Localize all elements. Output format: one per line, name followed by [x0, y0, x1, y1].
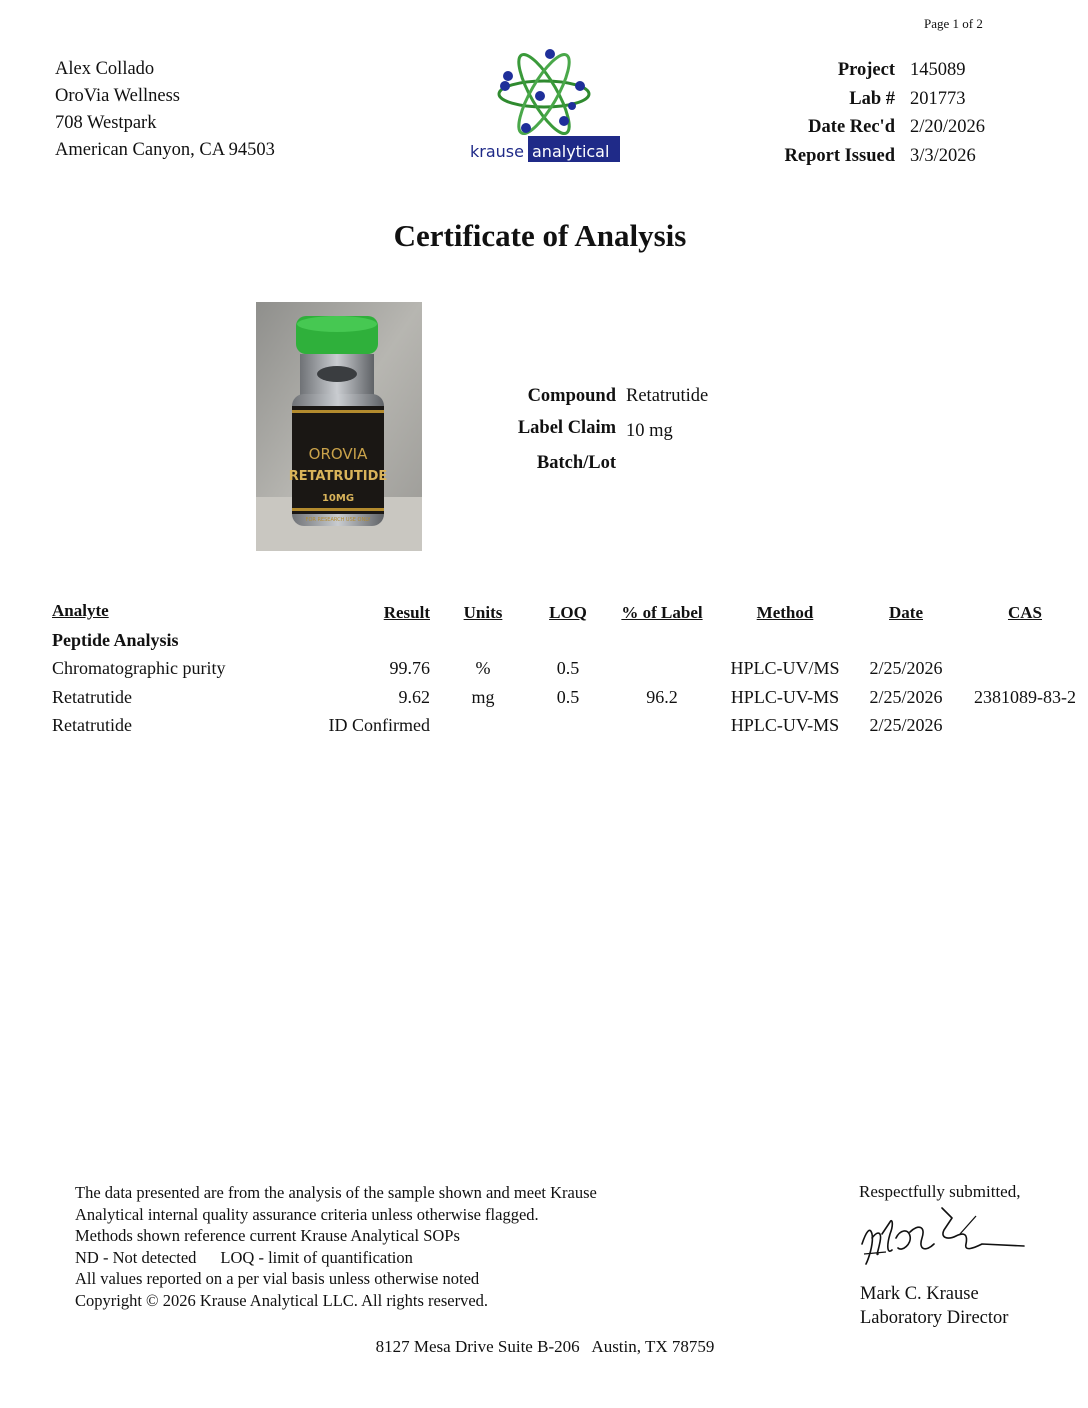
- cell-analyte: Chromatographic purity: [52, 658, 226, 679]
- cell-method: HPLC-UV-MS: [730, 686, 840, 707]
- nd-definition: ND - Not detected: [75, 1247, 197, 1267]
- footer-line: All values reported on a per vial basis unless otherwise noted: [75, 1269, 480, 1288]
- lab-address: 8127 Mesa Drive Suite B-206 Austin, TX 78759: [375, 1337, 715, 1356]
- handwritten-signature-icon: [856, 1204, 1036, 1270]
- sample-details: [470, 386, 708, 482]
- client-street: 708 Westpark: [55, 113, 157, 133]
- cell-analyte: Retatrutide: [52, 686, 132, 707]
- lab-value: 201773: [910, 88, 966, 109]
- atom-logo-icon: [468, 44, 620, 166]
- cell-pct-label: [604, 655, 720, 684]
- copyright: Copyright © 2026 Krause Analytical LLC. All rights reserved.: [75, 1290, 489, 1310]
- client-name: Alex Collado: [55, 59, 155, 79]
- footer-notes: [75, 1182, 597, 1311]
- label-claim-label: Label Claim: [517, 418, 616, 438]
- section-row: [48, 626, 1088, 655]
- table-row: [48, 683, 1088, 712]
- header-units: Units: [463, 603, 503, 622]
- header-loq: LOQ: [549, 603, 587, 622]
- results-table: [48, 598, 1088, 740]
- signature-image: [856, 1204, 1036, 1270]
- director-title: Laboratory Director: [860, 1308, 1009, 1328]
- cell-units: [434, 712, 532, 741]
- footer-line: Analytical internal quality assurance criteria unless otherwise flagged.: [75, 1204, 539, 1224]
- loq-definition: LOQ - limit of quantification: [220, 1247, 413, 1267]
- client-company: OroVia Wellness: [55, 86, 180, 106]
- header-result: Result: [383, 603, 430, 622]
- cell-method: HPLC-UV-MS: [730, 715, 840, 736]
- logo-text-analytical: analytical: [532, 142, 610, 161]
- lab-label: Lab #: [849, 88, 895, 109]
- cell-date: 2/25/2026: [869, 686, 943, 707]
- footer-line: Methods shown reference current Krause Analytical SOPs: [75, 1226, 460, 1245]
- cell-cas: [962, 712, 1088, 741]
- cell-loq: 0.5: [556, 686, 580, 707]
- cell-method: HPLC-UV/MS: [730, 658, 840, 679]
- client-city: American Canyon, CA 94503: [55, 140, 275, 160]
- cell-pct-label: [604, 712, 720, 741]
- page-title: Certificate of Analysis: [393, 218, 687, 253]
- vial-dose: 10MG: [321, 493, 355, 504]
- section-title: Peptide Analysis: [52, 629, 179, 650]
- project-info: [760, 56, 985, 170]
- header-date: Date: [889, 603, 923, 622]
- vial-fine-print: FOR RESEARCH USE ONLY: [305, 517, 371, 523]
- vial-image-icon: [256, 302, 422, 551]
- cell-date: 2/25/2026: [869, 658, 943, 679]
- report-issued-label: Report Issued: [784, 145, 895, 166]
- sample-vial-photo: [256, 302, 422, 551]
- footer-line: The data presented are from the analysis of the sample shown and meet Krause: [75, 1183, 597, 1202]
- cell-cas: 2381089-83-2: [974, 686, 1076, 707]
- footer-abbreviations: [75, 1247, 597, 1269]
- table-row: [48, 712, 1088, 741]
- table-row: [48, 655, 1088, 684]
- vial-product: RETATRUTIDE: [288, 469, 388, 484]
- logo-text-krause: krause: [470, 142, 524, 161]
- compound-label: Compound: [527, 386, 616, 406]
- director-block: [860, 1282, 1008, 1330]
- date-received-value: 2/20/2026: [910, 117, 986, 137]
- cell-units: mg: [471, 686, 495, 707]
- cell-units: %: [475, 658, 491, 679]
- cell-cas: [962, 655, 1088, 684]
- krause-analytical-logo: [468, 44, 620, 166]
- header-cas: CAS: [1007, 603, 1042, 622]
- cell-result: 99.76: [389, 658, 430, 679]
- cell-date: 2/25/2026: [869, 715, 943, 736]
- cell-loq: [532, 712, 604, 741]
- label-claim-value: 10 mg: [626, 421, 673, 441]
- director-name: Mark C. Krause: [860, 1284, 979, 1304]
- header-method: Method: [756, 603, 814, 622]
- header-analyte: Analyte: [52, 601, 109, 620]
- header-pct-label: % of Label: [621, 603, 703, 622]
- cell-loq: 0.5: [556, 658, 580, 679]
- client-address-block: [55, 56, 275, 164]
- cell-pct-label: 96.2: [646, 686, 678, 707]
- cell-result: 9.62: [398, 686, 430, 707]
- cell-analyte: Retatrutide: [52, 715, 132, 736]
- report-issued-value: 3/3/2026: [910, 145, 976, 166]
- cell-result: ID Confirmed: [328, 715, 430, 736]
- date-received-label: Date Rec'd: [808, 117, 895, 137]
- compound-value: Retatrutide: [626, 386, 709, 406]
- page-number: Page 1 of 2: [924, 16, 983, 31]
- batch-lot-label: Batch/Lot: [536, 453, 616, 473]
- results-header-row: [48, 598, 1088, 626]
- vial-brand: OROVIA: [308, 445, 368, 463]
- project-label: Project: [837, 60, 895, 80]
- project-value: 145089: [910, 60, 966, 80]
- respectfully-submitted: Respectfully submitted,: [859, 1182, 1021, 1201]
